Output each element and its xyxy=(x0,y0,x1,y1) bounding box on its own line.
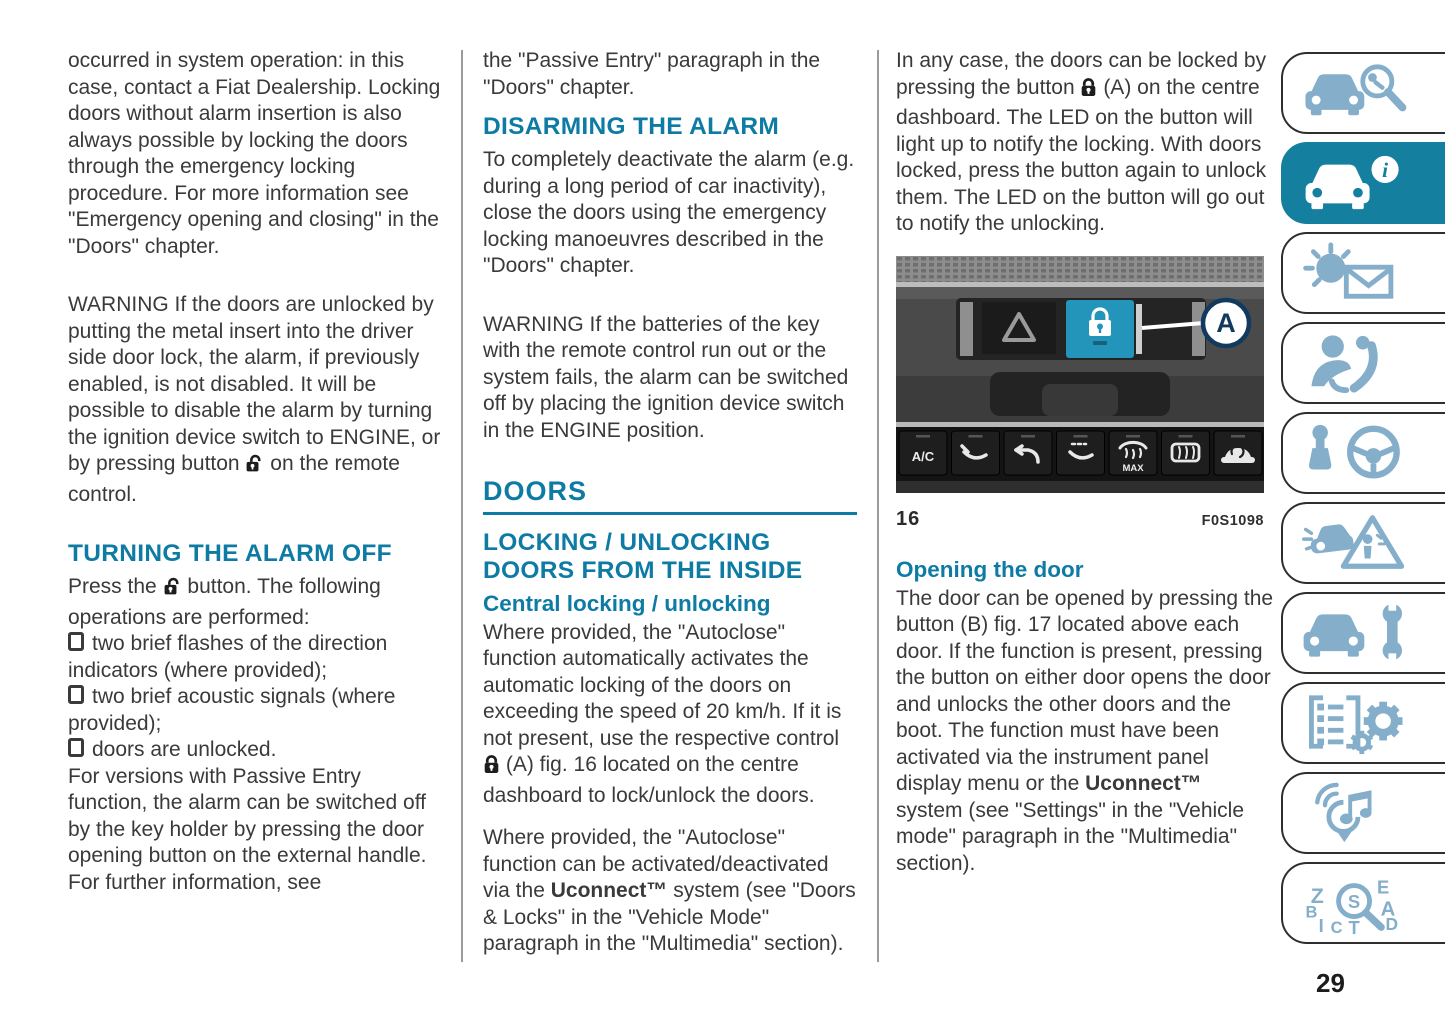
car-search-icon xyxy=(1297,62,1415,124)
svg-text:E: E xyxy=(1376,876,1390,898)
bullet-doors-unlocked: doors are unlocked. xyxy=(68,737,442,764)
heading-disarming-alarm: DISARMING THE ALARM xyxy=(483,113,780,140)
paragraph-warning-metal-insert: WARNING If the doors are unlocked by putting the metal insert into the driver side door lock, the alarm, if previously enabled, is not disabled. It will be possible to disable the alarm by turning the ignition device switch to ENGINE, or by pressing button on the remote control. xyxy=(68,293,441,506)
svg-text:C: C xyxy=(1330,919,1343,934)
column-right xyxy=(896,48,1274,877)
tab-servicing-and-care[interactable] xyxy=(1281,592,1445,674)
square-bullet-icon xyxy=(68,738,84,757)
figure-code: F0S1098 xyxy=(1201,513,1264,529)
column-left xyxy=(68,48,442,896)
subheading-central-locking: Central locking / unlocking xyxy=(483,590,771,616)
svg-text:Z: Z xyxy=(1310,884,1324,908)
paragraph-warning-batteries: WARNING If the batteries of the key with the remote control run out or the system fails, the alarm can be switched off by placing the ignition device switch in the ENGINE position. xyxy=(483,312,849,442)
tab-in-an-emergency[interactable] xyxy=(1281,502,1445,584)
square-bullet-icon xyxy=(68,632,84,651)
dashboard-illustration xyxy=(896,256,1264,493)
closed-padlock-icon xyxy=(1080,80,1097,103)
paragraph-deactivate-alarm: To completely deactivate the alarm (e.g. during a long period of car inactivity), close the doors using the emergency locking manoeuvres described in the "Doors" chapter. xyxy=(483,148,855,277)
svg-text:T: T xyxy=(1348,917,1360,934)
paragraph-opening-door: The door can be opened by pressing the button (B) fig. 17 located above each door. If the function is present, pressing the button on either door opens the door and unlocks the other doors and the boot. The function must have been activated via the instrument panel display menu or the Uconnect™ system (see "Settings" in the "Vehicle mode" paragraph in the "Multimedia" section). xyxy=(896,586,1274,875)
multimedia-audio-icon xyxy=(1297,782,1415,844)
svg-text:S: S xyxy=(1347,890,1361,912)
tab-safety[interactable] xyxy=(1281,322,1445,404)
square-bullet-icon xyxy=(68,685,84,704)
paragraph-doors-locked-button: In any case, the doors can be locked by pressing the button (A) on the centre dashboard. The LED on the button will light up to notify the locking. With doors locked, press the button again to unlock them. The LED on the button will go out to notify the unlocking. xyxy=(896,49,1267,235)
bullet-direction-indicators: two brief flashes of the direction indicators (where provided); xyxy=(68,632,388,682)
uconnect-brand: Uconnect™ xyxy=(1085,772,1202,795)
alphabetical-index-icon xyxy=(1297,872,1415,934)
tab-technical-specifications[interactable] xyxy=(1281,682,1445,764)
warning-light-message-icon xyxy=(1297,242,1415,304)
tab-knowing-your-vehicle-info[interactable] xyxy=(1281,142,1445,224)
svg-text:B: B xyxy=(1305,903,1318,922)
column-divider xyxy=(461,50,463,962)
hazard-button xyxy=(982,302,1056,354)
bullet-acoustic-signals: two brief acoustic signals (where provided); xyxy=(68,685,396,735)
tab-warning-lights-messages[interactable] xyxy=(1281,232,1445,314)
paragraph-autoclose: Where provided, the "Autoclose" function automatically activates the automatic locking of the doors on exceeding the speed of 20 km/h. If it is not present, use the respective control (A) fig. 16 located on the centre dashboard to lock/unlock the doors. xyxy=(483,620,842,807)
figure-number: 16 xyxy=(896,508,921,530)
emergency-triangle-icon xyxy=(1297,512,1415,574)
key-steering-wheel-icon xyxy=(1297,422,1415,484)
open-padlock-icon xyxy=(163,579,182,602)
figure-16-dashboard-photo xyxy=(896,256,1264,535)
svg-text:i: i xyxy=(1382,158,1389,183)
car-maintenance-icon xyxy=(1297,602,1415,664)
occupant-safety-icon xyxy=(1297,332,1415,394)
closed-padlock-icon xyxy=(483,757,500,780)
paragraph-autoclose-uconnect: Where provided, the "Autoclose" function can be activated/deactivated via the Uconnect™ system (see "Doors & Locks" in the "Vehicle Mode" paragraph in the "Multimedia" section). xyxy=(483,826,856,955)
svg-text:A: A xyxy=(1380,898,1396,921)
ac-button-label: A/C xyxy=(911,448,935,464)
chapter-title-doors: DOORS xyxy=(483,478,857,515)
svg-text:A: A xyxy=(1216,307,1236,338)
max-label: MAX xyxy=(1122,462,1144,474)
subheading-opening-door: Opening the door xyxy=(896,556,1084,582)
column-divider xyxy=(877,50,879,962)
page-number: 29 xyxy=(1316,968,1345,998)
svg-text:I: I xyxy=(1318,915,1324,934)
paragraph-passive-entry-continued: the "Passive Entry" paragraph in the "Doors" chapter. xyxy=(483,49,821,99)
heading-locking-unlocking: LOCKING / UNLOCKING DOORS FROM THE INSIDE xyxy=(483,528,803,584)
paragraph-passive-entry: For versions with Passive Entry function, the alarm can be switched off by the key holder by pressing the door opening button on the external handle. For further information, see xyxy=(68,764,427,894)
tab-starting-and-driving[interactable] xyxy=(1281,412,1445,494)
specs-gears-icon xyxy=(1297,692,1415,754)
heading-turning-alarm-off: TURNING THE ALARM OFF xyxy=(68,540,392,567)
paragraph-system-operation: occurred in system operation: in this case, contact a Fiat Dealership. Locking doors without alarm insertion is also always possible by locking the doors through the emergency locking procedure. For more information see "Emergency opening and closing" in the "Doors" chapter. xyxy=(68,49,441,258)
chapter-tab-sidebar xyxy=(1281,52,1445,952)
climate-buttons-row xyxy=(899,431,1262,475)
tab-alphabetical-index[interactable] xyxy=(1281,862,1445,944)
car-info-icon xyxy=(1297,152,1415,214)
uconnect-brand: Uconnect™ xyxy=(550,879,668,902)
column-middle xyxy=(483,48,857,958)
paragraph-press-button: Press the button. The following operations are performed: xyxy=(68,575,381,629)
door-lock-button[interactable] xyxy=(1066,300,1134,358)
tab-knowing-your-vehicle[interactable] xyxy=(1281,52,1445,134)
callout-a xyxy=(1203,300,1249,346)
svg-text:D: D xyxy=(1385,914,1399,934)
tab-multimedia[interactable] xyxy=(1281,772,1445,854)
open-padlock-icon xyxy=(245,456,264,479)
